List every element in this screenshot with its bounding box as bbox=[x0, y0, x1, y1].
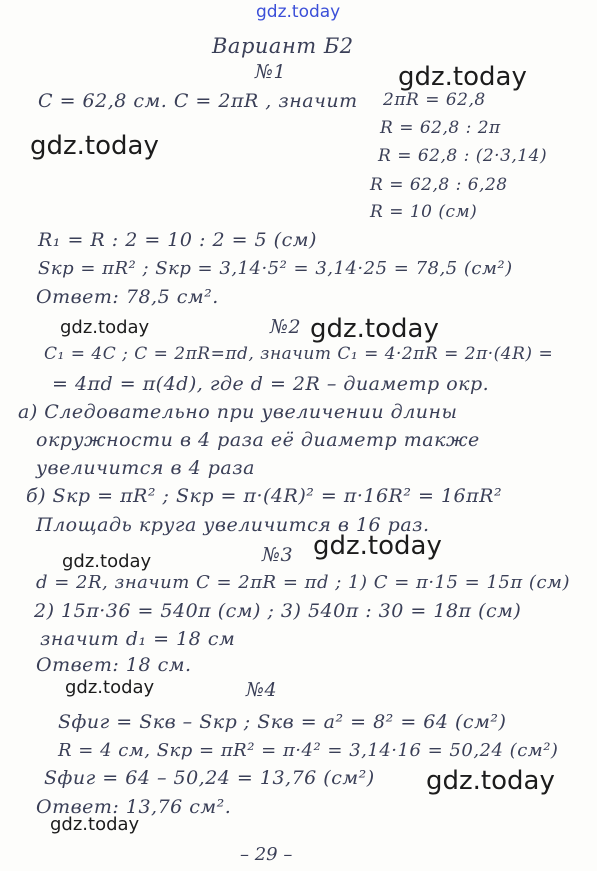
task4-line: R = 4 см, Sкр = πR² = π·4² = 3,14·16 = 50,24 (см²) bbox=[58, 740, 559, 761]
task1-right-line: R = 10 (см) bbox=[370, 202, 478, 222]
task-number: №4 bbox=[246, 679, 278, 701]
watermark: gdz.today bbox=[30, 131, 159, 161]
watermark: gdz.today bbox=[426, 766, 555, 796]
watermark: gdz.today bbox=[65, 677, 155, 698]
task1-line: R₁ = R : 2 = 10 : 2 = 5 (см) bbox=[38, 229, 317, 251]
watermark: gdz.today bbox=[313, 531, 442, 561]
task-number: №2 bbox=[270, 316, 302, 338]
task2-line: а) Следовательно при увеличении длины bbox=[18, 401, 458, 423]
task-number: №1 bbox=[255, 61, 287, 83]
task4-line: Sфиг = Sкв – Sкр ; Sкв = a² = 8² = 64 (см²) bbox=[58, 711, 507, 733]
task1-right-line: R = 62,8 : 6,28 bbox=[370, 175, 508, 195]
task2-line: Площадь круга увеличится в 16 раз. bbox=[36, 514, 430, 536]
task-number: №3 bbox=[262, 544, 294, 566]
task3-line: 2) 15π·36 = 540π (см) ; 3) 540π : 30 = 18π (см) bbox=[34, 600, 522, 622]
watermark: gdz.today bbox=[62, 551, 152, 572]
task1-right-line: R = 62,8 : 2π bbox=[380, 118, 501, 138]
watermark: gdz.today bbox=[50, 814, 140, 835]
watermark-top: gdz.today bbox=[256, 2, 341, 22]
task1-answer: Ответ: 78,5 см². bbox=[36, 286, 219, 308]
task3-answer: Ответ: 18 см. bbox=[36, 654, 192, 676]
task2-line: б) Sкр = πR² ; Sкр = π·(4R)² = π·16R² = 16πR² bbox=[26, 485, 503, 507]
task1-right-line: 2πR = 62,8 bbox=[383, 90, 486, 110]
watermark: gdz.today bbox=[398, 62, 527, 92]
task2-line: увеличится в 4 раза bbox=[36, 457, 255, 479]
task4-answer: Ответ: 13,76 см². bbox=[36, 796, 232, 818]
task2-line: C₁ = 4C ; C = 2πR=πd, значит C₁ = 4·2πR = 2π·(4R) = bbox=[44, 344, 554, 364]
task1-right-line: R = 62,8 : (2·3,14) bbox=[378, 146, 548, 166]
variant-heading: Вариант Б2 bbox=[212, 34, 354, 58]
task2-line: окружности в 4 раза её диаметр также bbox=[36, 429, 480, 451]
watermark: gdz.today bbox=[60, 317, 150, 338]
task4-line: Sфиг = 64 – 50,24 = 13,76 (см²) bbox=[44, 767, 375, 789]
task2-line: = 4πd = π(4d), где d = 2R – диаметр окр. bbox=[52, 373, 490, 395]
task1-line: C = 62,8 см. C = 2πR , значит bbox=[38, 90, 358, 112]
watermark: gdz.today bbox=[310, 314, 439, 344]
task1-line: Sкр = πR² ; Sкр = 3,14·5² = 3,14·25 = 78,5 (см²) bbox=[38, 258, 513, 279]
task3-line: d = 2R, значит C = 2πR = πd ; 1) C = π·15 = 15π (см) bbox=[36, 572, 570, 593]
task3-line: значит d₁ = 18 см bbox=[40, 628, 236, 650]
page-number: – 29 – bbox=[240, 844, 293, 865]
